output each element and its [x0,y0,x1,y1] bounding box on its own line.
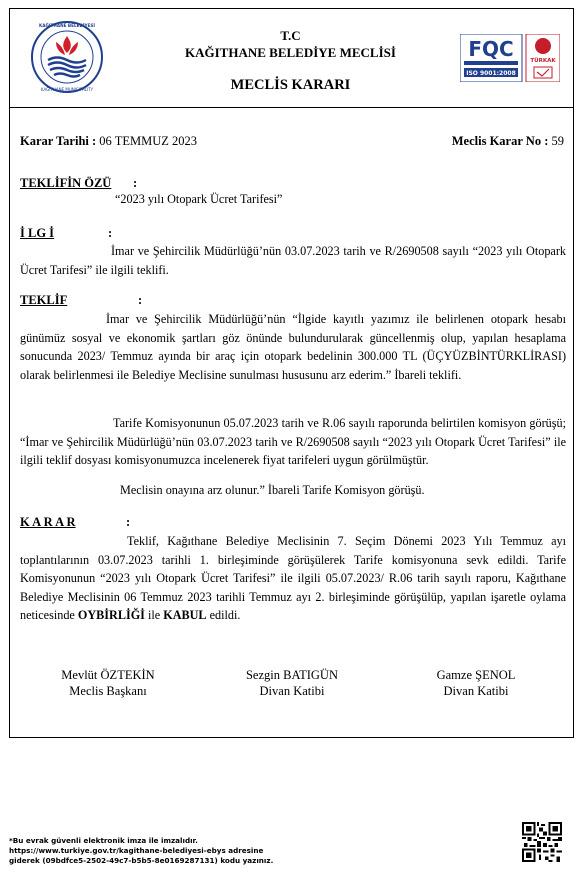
header-separator [9,107,574,108]
signature-president [28,667,188,699]
section-text-teklif-1: İmar ve Şehircilik Müdürlüğü’nün “İlgide kayıtlı yazımız ile belirlenen otopark hesabı günümüz sosyal ve ekonomik şartları göz önünde bulundurularak güncellenmiş olup, yapılan hesaplama sonucunda 2023/ Temmuz ayında bir araç için otopark bedelinin 300.000 TL (ÜÇYÜZBİNTÜRKLİRASI) olarak belirlenmesi ile Belediye Meclisine sunulması hususunu arz ederim.” İbareli teklifi. [20,312,566,382]
footer-line-1: *Bu evrak güvenli elektronik imza ile imzalıdır. [9,836,198,845]
decision-date-value: 06 TEMMUZ 2023 [96,134,197,148]
signature-title: Divan Katibi [443,684,509,698]
section-text-ilgi: İmar ve Şehircilik Müdürlüğü’nün 03.07.2023 tarih ve R/2690508 sayılı “2023 yılı Otopark Ücret Tarifesi” ile ilgili teklifi. [20,244,566,277]
section-label-ilgi: İ LG İ [20,226,55,240]
accepted-text: KABUL [163,608,207,623]
decision-date-label: Karar Tarihi : [20,134,97,148]
unanimous-text: OYBİRLİĞİ [77,608,145,623]
svg-text:KAĞITHANE BELEDİYESİ: KAĞITHANE BELEDİYESİ [39,23,95,28]
svg-text:TÜRKAK: TÜRKAK [530,58,556,64]
section-colon-teklif: : [138,293,143,307]
decision-number-label: Meclis Karar No : [451,134,549,148]
section-colon-oz: : [133,176,138,190]
footer-line-3: giderek (09bdfce5-2502-49c7-b5b5-8e0169287131) kodu yazınız. [9,856,274,865]
section-colon-ilgi: : [108,226,113,240]
signature-name: Mevlüt ÖZTEKİN [61,668,155,682]
section-label-teklif: TEKLİF [20,293,68,307]
svg-text:KAĞITHANE MUNICIPALITY: KAĞITHANE MUNICIPALITY [40,87,94,92]
decision-number-value: 59 [548,134,564,148]
signature-title: Divan Katibi [259,684,325,698]
decision-date [20,134,197,149]
signature-name: Gamze ŞENOL [436,668,516,682]
header-institution: KAĞITHANE BELEDİYE MECLİSİ [185,45,396,60]
section-colon-karar: : [126,515,131,529]
document-title: MECLİS KARARI [230,77,351,93]
section-text-teklif-2: Tarife Komisyonunun 05.07.2023 tarih ve R.06 sayılı raporunda belirtilen komisyon görüşü; “İmar ve Şehircilik Müdürlüğü’nün 03.07.2023 tarih ve R/2690508 sayılı “2023 yılı Otopark Ücret Tarifesi” ile ilgili teklif dosyası komisyonumuzca incelenerek fiyat tarifeleri uygun görülmüştür. [20,416,566,468]
signature-title: Meclis Başkanı [69,684,147,698]
section-label-karar: K A R A R [20,515,76,529]
section-text-karar: Teklif, Kağıthane Belediye Meclisinin 7. Seçim Dönemi 2023 Yılı Temmuz ayı toplantılarının 03.07.2023 tarihli 1. birleşiminde görüşülerek Tarife komisyonuna sevk edildi. Tarife Komisyonunun “2023 yılı Otopark Ücret Tarifesi” ile ilgili 05.07.2023/ R.06 tarih sayılı raporu, Kağıthane Belediye Meclisinin 06 Temmuz 2023 tarihli Temmuz ayı 2. birleşiminde görüşülüp, yapılan işaretle oylama neticesinde OYBİRLİĞİ ile KABUL edildi. [20,534,566,623]
signature-name: Sezgin BATIGÜN [245,668,338,682]
footer-line-2[interactable]: https://www.turkiye.gov.tr/kagithane-belediyesi-ebys adresine [9,846,264,855]
svg-text:FQC: FQC [468,37,514,61]
section-text-teklif-3: Meclisin onayına arz olunur.” İbareli Tarife Komisyon görüşü. [120,483,425,497]
e-signature-footer [9,836,273,866]
signature-clerk-2 [396,667,556,699]
header-tc: T.C [280,28,301,43]
decision-number [452,134,564,149]
section-text-oz: “2023 yılı Otopark Ücret Tarifesi” [115,192,283,206]
section-label-oz: TEKLİFİN ÖZÜ [20,176,112,190]
signature-clerk-1 [212,667,372,699]
svg-text:ISO 9001:2008: ISO 9001:2008 [466,70,516,77]
qr-code-icon [522,822,562,862]
